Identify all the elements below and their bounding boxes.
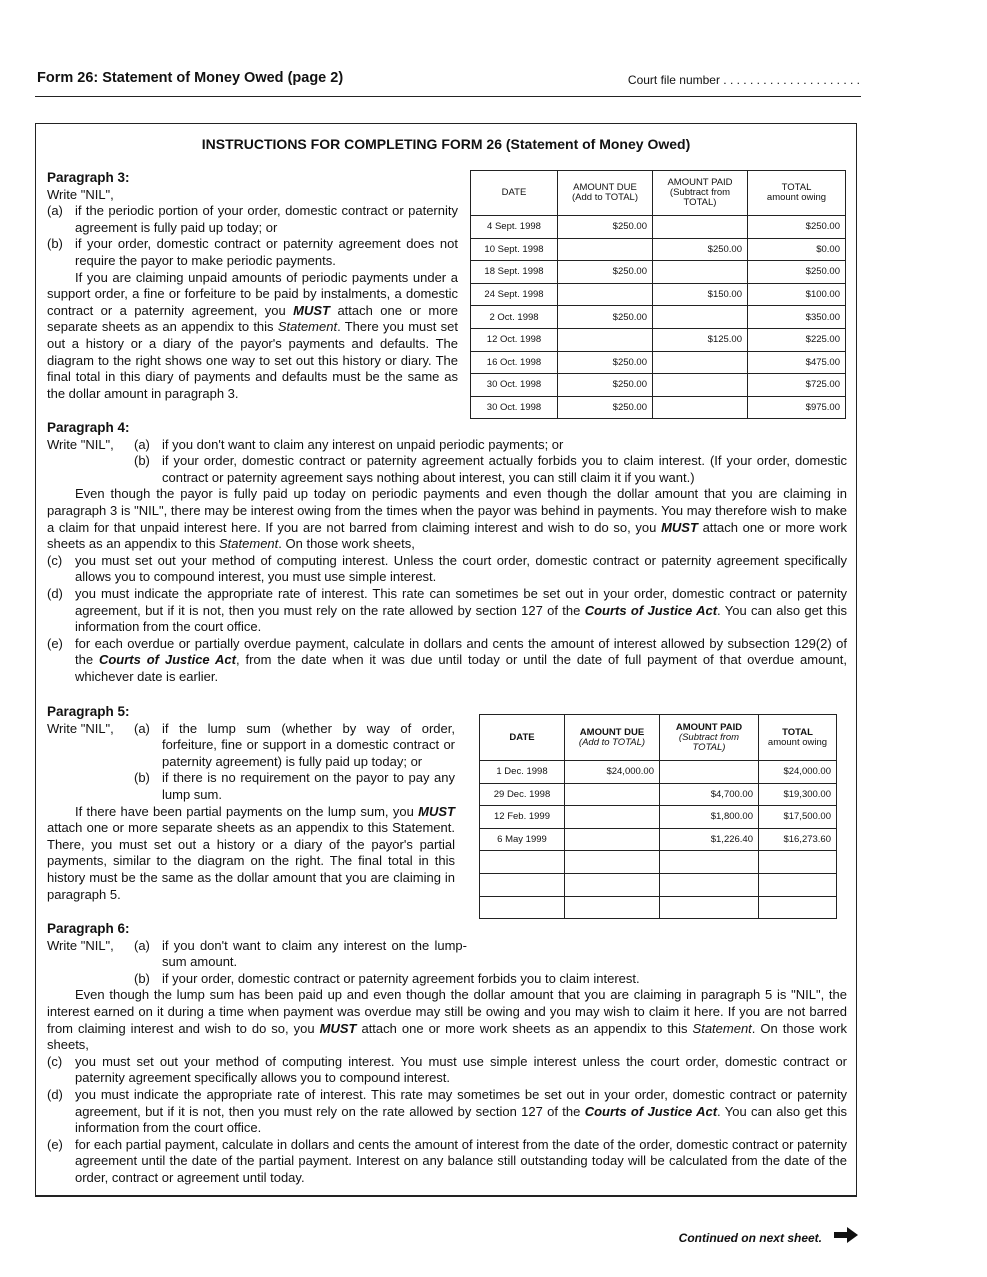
cell-date: 30 Oct. 1998 [471,396,558,419]
instructions-box [35,123,857,1197]
cell-due: $250.00 [558,261,653,284]
paragraph-4-section: Paragraph 4: Write "NIL", (a) if you don't want to claim any interest on unpaid periodic payments; or (b) if your order, domestic contract or paternity agreement actually forbids you to claim interest. (If your order, domestic contract or paternity agreement says nothing about interest, you can still claim it if you want.) Even though the payor is fully paid up today on periodic payments and even though the dollar amount that you are claiming in paragraph 3 is "NIL", there may be interest owing from the times when the payor was behind in payments. You may therefore wish to make a claim for that unpaid interest here. If you are not barred from claiming interest and wish to do so, you MUST attach one or more work sheets as an appendix to this Statement. On those work sheets, (c) you must set out your method of computing interest. Unless the court order, domestic contract or paternity agreement specifically allows you to compound interest, you must use simple interest. (d) you must indicate the appropriate rate of interest. This rate can sometimes be set out in your order, domestic contract or paternity agreement, but if it is not, then you must rely on the rate allowed by section 127 of the Courts of Justice Act. You can also get this information from the court office. (e) for each overdue or partially overdue payment, calculate in dollars and cents the amount of interest allowed by subsection 129(2) of the Courts of Justice Act, from the date when it was due until today or until the date of full payment of that overdue amount, whichever date is earlier. [47,420,848,684]
paragraph-4-heading: Paragraph 4: [47,420,130,435]
cell-date: 29 Dec. 1998 [480,783,565,806]
table-row [471,328,846,351]
cell-paid: $150.00 [653,283,748,306]
col-amount-paid: AMOUNT PAID (Subtract from TOTAL) [660,715,759,761]
cell-total: $250.00 [748,261,846,284]
cell-total [759,896,837,919]
cell-total: $24,000.00 [759,761,837,784]
cell-date: 24 Sept. 1998 [471,283,558,306]
cell-total: $225.00 [748,328,846,351]
cell-date: 10 Sept. 1998 [471,238,558,261]
item-label: (b) [47,236,63,252]
cell-due: $24,000.00 [565,761,660,784]
cell-total: $16,273.60 [759,828,837,851]
paragraph-6-section: Paragraph 6: Write "NIL", (a) if you don't want to claim any interest on the lump-sum amount. (b) if your order, domestic contract or paternity agreement forbids you to claim interest. Even though the lump sum has been paid up and even though the dollar amount that you are claiming in paragraph 5 is "NIL", the interest earned on it during a time when payment was overdue may still be owing and you may wish to claim it here. If you are not barred from claiming interest and wish to do so, you MUST attach one or more work sheets as an appendix to this Statement. On those work sheets, (c) you must set out your method of computing interest. You must use simple interest unless the court order, domestic contract or paternity agreement specifically allows you to compound interest. (d) you must indicate the appropriate rate of interest. This rate may sometimes be set out in your order, domestic contract or paternity agreement, but if it is not, then you must rely on the rate allowed by section 127 of the Courts of Justice Act. You can also get this information from the court office. (e) for each partial payment, calculate in dollars and cents the amount of interest from the date of the order, domestic contract or paternity agreement until the date of the partial payment. Interest on any balance still outstanding today will be calculated from the date of the order, contract or agreement until today. [47,921,848,1185]
cell-paid [653,261,748,284]
cell-due [558,283,653,306]
table-row [480,806,837,829]
header-divider [35,96,861,97]
item-text: if you don't want to claim any interest on unpaid periodic payments; or [162,436,564,452]
paragraph-5-section: Paragraph 5: Write "NIL", (a) if the lump sum (whether by way of order, forfeiture, fine or support in a domestic contract or paternity agreement) is fully paid up today; or (b) if there is no requirement on the payor to pay any lump sum. If there have been partial payments on the lump sum, you MUST attach one or more separate sheets as an appendix to this Statement. There, you must set out a history or a diary of the payor's partial payments, similar to the diagram on the right. The final total in this history must be the same as the dollar amount that you are claiming in paragraph 5. [47,704,455,902]
cell-paid [660,873,759,896]
cell-due [565,851,660,874]
item-text: if the periodic portion of your order, domestic contract or paternity agreement is fully paid up today; or [75,203,458,235]
cell-date: 6 May 1999 [480,828,565,851]
cell-due: $250.00 [558,351,653,374]
table-row [471,238,846,261]
cell-due: $250.00 [558,306,653,329]
table-row [471,283,846,306]
col-date: DATE [471,171,558,216]
cell-total: $350.00 [748,306,846,329]
item-text: if you don't want to claim any interest on the lump-sum amount. [162,937,467,970]
cell-due [558,328,653,351]
cell-total: $975.00 [748,396,846,419]
paragraph-3-heading: Paragraph 3: [47,170,130,185]
cell-paid: $125.00 [653,328,748,351]
cell-total: $19,300.00 [759,783,837,806]
form-title: Form 26: Statement of Money Owed (page 2) [37,70,344,86]
item-text: you must set out your method of computing interest. Unless the court order, domestic contract or paternity agreement specifically allows you to compound interest, you must use simple interest. [75,552,847,585]
cell-paid [660,851,759,874]
court-file-number: Court file number . . . . . . . . . . . . . . . . . . . . . [627,73,860,87]
right-arrow-icon [834,1227,858,1243]
write-nil-label: Write "NIL", [47,937,114,953]
table-row [480,851,837,874]
paragraph-6-body: Even though the lump sum has been paid up and even though the dollar amount that you are claiming in paragraph 5 is "NIL", the interest earned on it during a time when payment was overdue may still be owing and you may wish to claim it here. If you are not barred from claiming interest and wish to do so, you MUST attach one or more work sheets as an appendix to this Statement. On those work sheets, [47,987,847,1053]
cell-date: 2 Oct. 1998 [471,306,558,329]
item-label: (a) [47,203,63,219]
cell-paid [660,896,759,919]
cell-date: 30 Oct. 1998 [471,374,558,397]
lump-sum-payments-table [479,714,837,919]
table-row [471,306,846,329]
cell-total [759,851,837,874]
cell-paid: $1,800.00 [660,806,759,829]
cell-date [480,851,565,874]
cell-total: $725.00 [748,374,846,397]
cell-date: 12 Oct. 1998 [471,328,558,351]
col-amount-due: AMOUNT DUE (Add to TOTAL) [558,171,653,216]
col-total: TOTAL amount owing [759,715,837,761]
cell-total [759,873,837,896]
cell-due [565,896,660,919]
table-row [480,828,837,851]
cell-total: $17,500.00 [759,806,837,829]
paragraph-3-section [47,170,458,402]
item-text: you must set out your method of computing interest. You must use simple interest unless the court order, domestic contract or paternity agreement specifically allows you to compound interest. [75,1053,847,1086]
instructions-title: INSTRUCTIONS FOR COMPLETING FORM 26 (Statement of Money Owed) [201,136,691,152]
table-row [471,351,846,374]
table-row [471,396,846,419]
paragraph-5-body: If there have been partial payments on the lump sum, you MUST attach one or more separate sheets as an appendix to this Statement. There, you must set out a history or a diary of the payor's partial payments, similar to the diagram on the right. The final total in this history must be the same as the dollar amount that you are claiming in paragraph 5. [47,803,455,902]
table-row [480,761,837,784]
cell-total: $100.00 [748,283,846,306]
cell-paid: $250.00 [653,238,748,261]
table-row [471,216,846,239]
item-text: if there is no requirement on the payor to pay any lump sum. [162,770,455,802]
cell-due: $250.00 [558,396,653,419]
item-text: if your order, domestic contract or paternity agreement does not require the payor to make periodic payments. [75,236,458,268]
table-row [471,374,846,397]
cell-due: $250.00 [558,216,653,239]
paragraph-4-body: Even though the payor is fully paid up today on periodic payments and even though the dollar amount that you are claiming in paragraph 3 is "NIL", there may be interest owing from the times when the payor was behind in payments. You may therefore wish to make a claim for that unpaid interest here. If you are not barred from claiming interest and wish to do so, you MUST attach one or more work sheets as an appendix to this Statement. On those work sheets, [47,486,847,552]
col-amount-due: AMOUNT DUE (Add to TOTAL) [565,715,660,761]
paragraph-6-heading: Paragraph 6: [47,921,130,936]
cell-due [565,783,660,806]
cell-paid: $4,700.00 [660,783,759,806]
cell-date: 4 Sept. 1998 [471,216,558,239]
cell-date: 1 Dec. 1998 [480,761,565,784]
paragraph-3-body: If you are claiming unpaid amounts of periodic payments under a support order, a fine or forfeiture to be paid by instalments, a domestic contract or a paternity agreement, you MUST attach one or more separate sheets as an appendix to this Statement. There you must set out a history or a diary of the payor's payments and defaults. The diagram to the right shows one way to set out this history or diary. The final total in this diary of payments and defaults must be the same as the dollar amount in paragraph 3. [47,269,458,401]
cell-total: $0.00 [748,238,846,261]
cell-date [480,873,565,896]
cell-due: $250.00 [558,374,653,397]
cell-date [480,896,565,919]
cell-paid [653,306,748,329]
item-text: for each partial payment, calculate in dollars and cents the amount of interest from the date of the order, domestic contract or paternity agreement until the date of the partial payment. Interest on any balance still outstanding today will be calculated from the date of the order, contract or agreement until today. [75,1136,847,1185]
cell-due [558,238,653,261]
write-nil-label: Write "NIL", [47,436,114,452]
paragraph-5-heading: Paragraph 5: [47,704,130,719]
write-nil-label: Write "NIL", [47,720,114,736]
table-row [480,873,837,896]
cell-total: $475.00 [748,351,846,374]
cell-date: 16 Oct. 1998 [471,351,558,374]
page-header [37,70,860,92]
cell-paid: $1,226.40 [660,828,759,851]
cell-paid [653,374,748,397]
cell-date: 18 Sept. 1998 [471,261,558,284]
cell-total: $250.00 [748,216,846,239]
cell-due [565,828,660,851]
table-row [480,783,837,806]
table-row [480,896,837,919]
cell-due [565,873,660,896]
item-text: if your order, domestic contract or paternity agreement forbids you to claim interest. [162,970,640,986]
write-nil-label: Write "NIL", [47,186,114,202]
col-amount-paid: AMOUNT PAID (Subtract from TOTAL) [653,171,748,216]
cell-date: 12 Feb. 1999 [480,806,565,829]
continued-note: Continued on next sheet. [678,1231,822,1245]
cell-paid [660,761,759,784]
item-text: if your order, domestic contract or paternity agreement actually forbids you to claim interest. (If your order, domestic contract or paternity agreement says nothing about interest, you can still claim it if you want.) [162,453,847,485]
col-date: DATE [480,715,565,761]
cell-paid [653,351,748,374]
cell-paid [653,216,748,239]
item-text: if the lump sum (whether by way of order, forfeiture, fine or support in a domestic contract or paternity agreement) is fully paid up today; or [162,720,455,769]
periodic-payments-table [470,170,846,419]
col-total: TOTAL amount owing [748,171,846,216]
table-row [471,261,846,284]
cell-paid [653,396,748,419]
cell-due [565,806,660,829]
